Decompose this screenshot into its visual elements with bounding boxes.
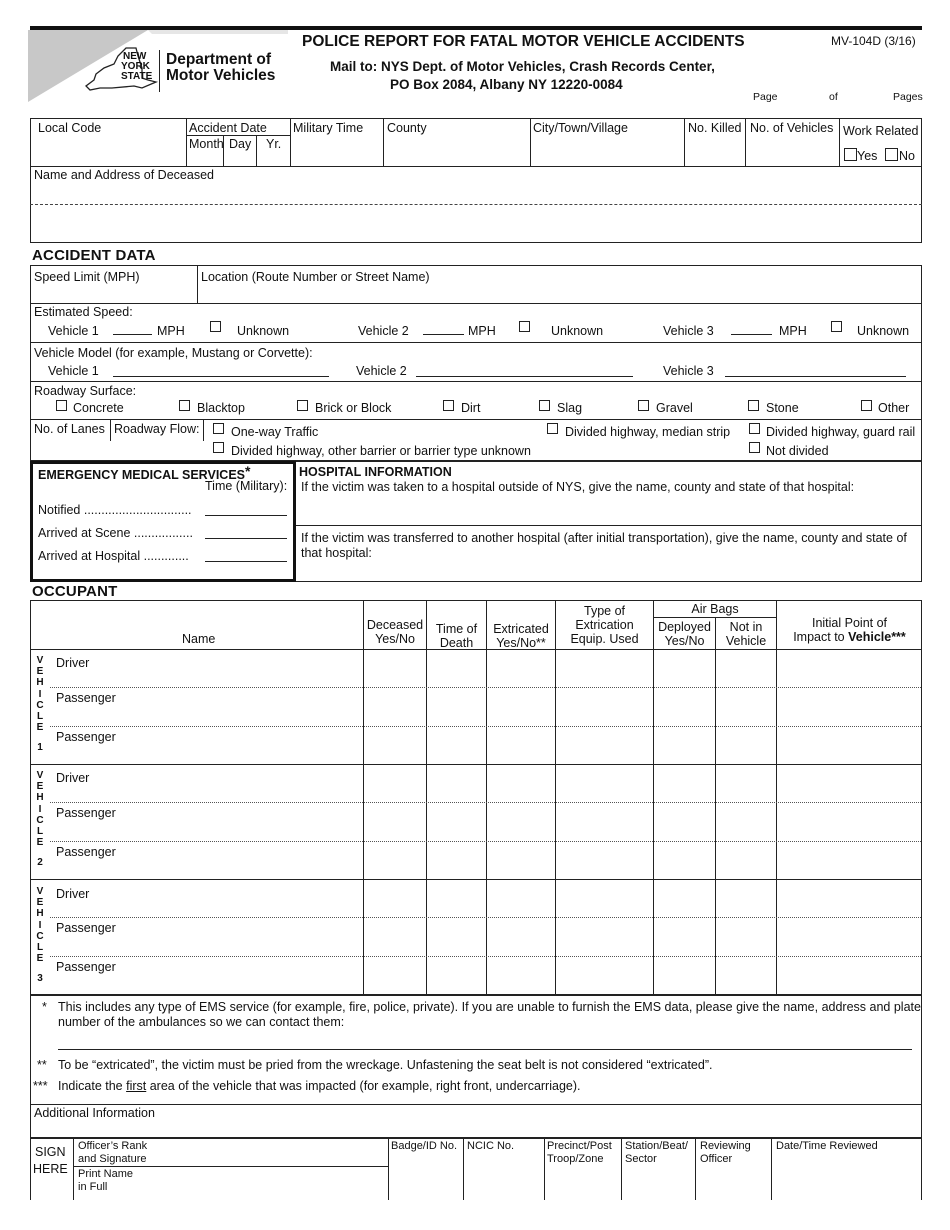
roadway-flow-label: Roadway Flow: — [114, 422, 200, 436]
print-name-label-2: in Full — [78, 1181, 108, 1193]
work-related-yes-label: Yes — [857, 149, 878, 163]
vehicle-letter: C — [36, 699, 44, 711]
divider — [30, 166, 922, 167]
divider — [30, 419, 922, 420]
v3-passenger-2-label: Passenger — [56, 960, 116, 974]
accident-date-label: Accident Date — [189, 121, 267, 135]
note-3-pre: Indicate the — [58, 1079, 127, 1093]
note-3-first: first — [126, 1079, 147, 1093]
est-vehicle-3-mph-label: MPH — [779, 324, 807, 338]
divider — [30, 764, 922, 765]
officer-rank-label-2: and Signature — [78, 1153, 147, 1165]
flow-median-checkbox[interactable] — [547, 423, 558, 434]
model-vehicle-2-input[interactable] — [416, 376, 633, 377]
location-label: Location (Route Number or Street Name) — [201, 270, 430, 284]
col-airbags-header: Air Bags — [691, 602, 739, 616]
table-row[interactable] — [120, 804, 920, 840]
col-extricated-line-2: Yes/No** — [496, 636, 546, 650]
v1-passenger-1-label: Passenger — [56, 691, 116, 705]
no-lanes-field[interactable] — [31, 437, 109, 441]
col-type-line-1: Type of — [584, 604, 625, 618]
divider — [30, 879, 922, 880]
flow-oneway-checkbox[interactable] — [213, 423, 224, 434]
work-related-yes-checkbox[interactable] — [844, 148, 857, 161]
table-row[interactable] — [120, 843, 920, 878]
flow-median-label: Divided highway, median strip — [565, 425, 731, 439]
divider — [30, 1138, 922, 1139]
surface-slag-label: Slag — [557, 401, 583, 415]
dashed-divider — [30, 204, 922, 205]
col-impact-line-2 — [777, 630, 922, 644]
surface-other-label: Other — [878, 401, 910, 415]
col-time-line-2: Death — [439, 636, 474, 650]
flow-not-divided-checkbox[interactable] — [749, 442, 760, 453]
col-name-header: Name — [182, 632, 216, 646]
reviewing-officer-label-2: Officer — [700, 1153, 733, 1165]
vehicle-letter: E — [36, 953, 44, 965]
table-row[interactable] — [120, 919, 920, 955]
vehicle-letter: C — [36, 814, 44, 826]
ems-star: * — [245, 463, 251, 479]
flow-guardrail-label: Divided highway, guard rail — [766, 425, 916, 439]
deceased-label: Name and Address of Deceased — [34, 168, 214, 182]
vehicle-letter: E — [36, 837, 44, 849]
divider — [621, 1138, 622, 1200]
dept-name-line-2: Motor Vehicles — [166, 67, 276, 84]
est-vehicle-1-speed-input[interactable] — [113, 334, 152, 335]
col-deployed-line-1: Deployed — [658, 620, 711, 634]
state-logo-line-3: STATE — [121, 71, 153, 82]
flow-guardrail-checkbox[interactable] — [749, 423, 760, 434]
work-related-no-checkbox[interactable] — [885, 148, 898, 161]
flow-oneway-label: One-way Traffic — [231, 425, 319, 439]
col-type-header — [556, 604, 653, 646]
note-3-post: area of the vehicle that was impacted (for example, right front, undercarriage). — [146, 1079, 581, 1093]
vehicle-2-vertical-label — [33, 770, 47, 869]
col-deployed-header — [654, 620, 715, 648]
estimated-speed-label: Estimated Speed: — [34, 305, 133, 319]
divider — [50, 802, 921, 803]
col-deceased-line-2: Yes/No — [375, 632, 415, 646]
divider — [73, 1138, 74, 1200]
col-time-line-1: Time of — [435, 622, 478, 636]
table-row[interactable] — [120, 651, 920, 686]
divider — [839, 118, 840, 166]
ems-notified-input[interactable] — [205, 515, 287, 516]
hospital-title: HOSPITAL INFORMATION — [299, 465, 452, 479]
vehicle-letter: E — [36, 666, 44, 678]
hospital-question-1: If the victim was taken to a hospital outside of NYS, give the name, county and state of that hospital: — [301, 480, 855, 494]
hospital-answer-2-field[interactable] — [298, 562, 920, 580]
surface-dirt-checkbox[interactable] — [443, 400, 454, 411]
hospital-question-2b: that hospital: — [301, 546, 372, 560]
vehicle-letter: I — [38, 688, 42, 700]
divider — [30, 381, 922, 382]
no-killed-label: No. Killed — [688, 121, 742, 135]
col-notin-header — [716, 620, 776, 648]
no-vehicles-field[interactable] — [746, 136, 838, 165]
vehicle-letter: L — [36, 942, 44, 954]
vehicle-number: 1 — [37, 742, 43, 754]
col-deceased-header — [364, 618, 426, 646]
model-vehicle-2-label: Vehicle 2 — [356, 364, 407, 378]
additional-info-field[interactable] — [32, 1121, 920, 1137]
vehicle-number: 2 — [37, 857, 43, 869]
divider — [110, 419, 111, 441]
col-impact-text: Impact to — [793, 630, 845, 644]
military-time-label: Military Time — [293, 121, 364, 135]
deceased-name-field[interactable] — [31, 184, 921, 203]
precinct-field[interactable] — [546, 1168, 620, 1198]
model-vehicle-1-input[interactable] — [113, 376, 329, 377]
divider — [50, 956, 921, 957]
print-name-field[interactable] — [150, 1168, 386, 1198]
model-vehicle-1-label: Vehicle 1 — [48, 364, 99, 378]
accident-data-heading: ACCIDENT DATA — [32, 247, 156, 264]
flow-other-barrier-label: Divided highway, other barrier or barrier type unknown — [231, 444, 531, 458]
est-vehicle-3-label: Vehicle 3 — [663, 324, 714, 338]
station-label-1: Station/Beat/ — [625, 1140, 688, 1152]
sign-label: SIGN — [35, 1145, 66, 1159]
vehicle-letter: V — [36, 886, 44, 897]
v2-driver-label: Driver — [56, 771, 90, 785]
surface-other-checkbox[interactable] — [861, 400, 872, 411]
county-field[interactable] — [384, 136, 529, 165]
table-row[interactable] — [120, 881, 920, 916]
vehicle-letter: H — [36, 792, 44, 804]
deceased-address-field[interactable] — [31, 206, 921, 242]
vehicle-letter: C — [36, 930, 44, 942]
dept-name-line-1: Department of — [166, 51, 272, 68]
surface-slag-checkbox[interactable] — [539, 400, 550, 411]
flow-not-divided-label: Not divided — [766, 444, 829, 458]
speed-limit-field[interactable] — [31, 285, 196, 302]
est-vehicle-2-label: Vehicle 2 — [358, 324, 409, 338]
est-vehicle-3-unknown-label: Unknown — [857, 324, 910, 338]
ems-title-text: EMERGENCY MEDICAL SERVICES — [38, 468, 245, 482]
ems-time-label: Time (Military): — [205, 479, 288, 493]
work-related-no-label: No — [899, 149, 915, 163]
date-time-reviewed-field[interactable] — [773, 1156, 920, 1198]
vehicle-3-vertical-label — [33, 886, 47, 985]
ems-arrived-hospital-input[interactable] — [205, 561, 287, 562]
surface-blacktop-label: Blacktop — [197, 401, 245, 415]
county-label: County — [387, 121, 427, 135]
est-vehicle-1-unknown-checkbox[interactable] — [210, 321, 221, 332]
precinct-label-1: Precinct/Post — [547, 1140, 612, 1152]
state-logo-line-2: YORK — [121, 61, 150, 72]
note-1-line-1: This includes any type of EMS service (for example, fire, police, private). If you are unable to furnish the EMS data, please give the name, address and plate — [58, 1000, 921, 1014]
hospital-answer-1-field[interactable] — [298, 496, 920, 524]
military-time-field[interactable] — [291, 136, 382, 165]
est-vehicle-1-label: Vehicle 1 — [48, 324, 99, 338]
est-vehicle-2-mph-label: MPH — [468, 324, 496, 338]
divider — [50, 917, 921, 918]
badge-label: Badge/ID No. — [391, 1140, 458, 1152]
col-impact-vehicle: Vehicle*** — [848, 630, 906, 644]
divider — [256, 135, 257, 166]
col-type-line-2: Extrication — [575, 618, 634, 632]
occupant-heading: OCCUPANT — [32, 583, 118, 600]
divider — [186, 118, 187, 166]
additional-info-label: Additional Information — [34, 1106, 155, 1120]
col-impact-line-1: Initial Point of — [811, 616, 888, 630]
no-lanes-label: No. of Lanes — [34, 422, 105, 436]
divider — [30, 1138, 31, 1200]
surface-gravel-checkbox[interactable] — [638, 400, 649, 411]
ncic-field[interactable] — [465, 1156, 543, 1198]
surface-brick-label: Brick or Block — [315, 401, 392, 415]
station-label-2: Sector — [625, 1153, 657, 1165]
est-vehicle-2-unknown-label: Unknown — [551, 324, 604, 338]
note-1-line-2: number of the ambulances so we can contact them: — [58, 1015, 345, 1029]
divider — [73, 1166, 388, 1167]
month-label: Month — [189, 137, 224, 151]
model-vehicle-3-label: Vehicle 3 — [663, 364, 714, 378]
state-logo-line-1: NEW — [123, 51, 147, 62]
page-title: POLICE REPORT FOR FATAL MOTOR VEHICLE ACCIDENTS — [302, 33, 745, 50]
col-notin-line-1: Not in — [729, 620, 763, 634]
station-field[interactable] — [623, 1168, 694, 1198]
year-label: Yr. — [266, 137, 282, 151]
location-field[interactable] — [198, 285, 921, 302]
hospital-question-2a: If the victim was transferred to another hospital (after initial transportation), give the name, county and state of — [301, 531, 907, 545]
divider — [921, 1138, 922, 1200]
vehicle-number: 3 — [37, 973, 43, 985]
reviewing-officer-label-1: Reviewing — [700, 1140, 751, 1152]
divider — [296, 525, 922, 526]
local-code-field[interactable] — [31, 136, 185, 165]
divider — [463, 1138, 464, 1200]
print-name-label-1: Print Name — [78, 1168, 134, 1180]
col-deceased-line-1: Deceased — [366, 618, 424, 632]
est-vehicle-2-unknown-checkbox[interactable] — [519, 321, 530, 332]
divider — [30, 303, 922, 304]
vehicle-letter: V — [36, 655, 44, 666]
day-label: Day — [229, 137, 252, 151]
col-extricated-header — [487, 622, 555, 650]
est-vehicle-2-speed-input[interactable] — [423, 334, 464, 335]
mail-line-2: PO Box 2084, Albany NY 12220-0084 — [390, 77, 623, 92]
officer-rank-label-1: Officer’s Rank — [78, 1140, 148, 1152]
col-type-line-3: Equip. Used — [570, 632, 639, 646]
vehicle-model-label: Vehicle Model (for example, Mustang or Corvette): — [34, 346, 313, 360]
note-2-star: ** — [37, 1058, 47, 1072]
badge-field[interactable] — [390, 1156, 462, 1198]
note-3-star: *** — [33, 1079, 48, 1093]
pages-label: Pages — [893, 91, 923, 103]
divider — [30, 342, 922, 343]
surface-blacktop-checkbox[interactable] — [179, 400, 190, 411]
v3-driver-label: Driver — [56, 887, 90, 901]
est-vehicle-1-unknown-label: Unknown — [237, 324, 290, 338]
flow-other-barrier-checkbox[interactable] — [213, 442, 224, 453]
local-code-label: Local Code — [38, 121, 102, 135]
vehicle-letter: L — [36, 711, 44, 723]
vehicle-1-vertical-label — [33, 655, 47, 754]
surface-concrete-checkbox[interactable] — [56, 400, 67, 411]
ems-arrived-hospital-label: Arrived at Hospital ............. — [38, 549, 189, 563]
date-time-reviewed-label: Date/Time Reviewed — [776, 1140, 878, 1152]
vehicle-letter: E — [36, 781, 44, 793]
table-row[interactable] — [120, 766, 920, 801]
vehicle-letter: I — [38, 919, 42, 931]
vehicle-letter: H — [36, 908, 44, 920]
precinct-label-2: Troop/Zone — [547, 1153, 604, 1165]
col-notin-line-2: Vehicle — [725, 634, 767, 648]
v1-driver-label: Driver — [56, 656, 90, 670]
table-row[interactable] — [120, 728, 920, 763]
divider — [50, 687, 921, 688]
roadway-surface-label: Roadway Surface: — [34, 384, 137, 398]
v2-passenger-2-label: Passenger — [56, 845, 116, 859]
vehicle-letter: L — [36, 826, 44, 838]
officer-signature-field[interactable] — [160, 1140, 386, 1165]
mail-line-1: Mail to: NYS Dept. of Motor Vehicles, Crash Records Center, — [330, 59, 715, 74]
col-extricated-line-1: Extricated — [493, 622, 549, 636]
est-vehicle-3-unknown-checkbox[interactable] — [831, 321, 842, 332]
vehicle-letter: E — [36, 897, 44, 909]
vehicle-letter: H — [36, 677, 44, 689]
table-row[interactable] — [120, 958, 920, 994]
divider — [695, 1138, 696, 1200]
est-vehicle-1-mph-label: MPH — [157, 324, 185, 338]
work-related-label: Work Related — [843, 124, 919, 138]
v1-passenger-2-label: Passenger — [56, 730, 116, 744]
surface-stone-label: Stone — [766, 401, 799, 415]
v2-passenger-1-label: Passenger — [56, 806, 116, 820]
page-label: Page — [753, 91, 778, 103]
v3-passenger-1-label: Passenger — [56, 921, 116, 935]
divider — [388, 1138, 389, 1200]
here-label: HERE — [33, 1162, 68, 1176]
surface-concrete-label: Concrete — [73, 401, 124, 415]
ems-arrived-scene-input[interactable] — [205, 538, 287, 539]
note-3-text — [58, 1079, 581, 1093]
vehicle-letter: I — [38, 803, 42, 815]
col-deployed-line-2: Yes/No — [664, 634, 705, 648]
table-row[interactable] — [120, 689, 920, 725]
divider — [203, 419, 204, 441]
city-field[interactable] — [531, 136, 683, 165]
no-vehicles-label: No. of Vehicles — [750, 121, 834, 135]
divider — [771, 1138, 772, 1200]
form-number: MV-104D (3/16) — [831, 34, 916, 48]
no-killed-field[interactable] — [685, 136, 744, 165]
surface-gravel-label: Gravel — [656, 401, 693, 415]
ambulance-info-input[interactable] — [58, 1049, 912, 1050]
ncic-label: NCIC No. — [467, 1140, 515, 1152]
col-time-header — [427, 622, 486, 650]
divider — [50, 726, 921, 727]
vehicle-letter: V — [36, 770, 44, 781]
ems-notified-label: Notified ............................... — [38, 503, 192, 517]
divider — [544, 1138, 545, 1200]
city-label: City/Town/Village — [533, 121, 628, 135]
model-vehicle-3-input[interactable] — [725, 376, 906, 377]
divider — [50, 841, 921, 842]
col-impact-header — [777, 616, 922, 644]
surface-dirt-label: Dirt — [461, 401, 481, 415]
reviewing-officer-field[interactable] — [697, 1168, 770, 1198]
speed-limit-label: Speed Limit (MPH) — [34, 270, 140, 284]
surface-brick-checkbox[interactable] — [297, 400, 308, 411]
of-label: of — [829, 91, 838, 103]
ems-arrived-scene-label: Arrived at Scene ................. — [38, 526, 193, 540]
vehicle-letter: E — [36, 722, 44, 734]
logo-divider — [159, 50, 160, 92]
divider — [186, 135, 290, 136]
est-vehicle-3-speed-input[interactable] — [731, 334, 772, 335]
note-2-text: To be “extricated”, the victim must be pried from the wreckage. Unfastening the seat belt is not considered “extricated”. — [58, 1058, 713, 1072]
surface-stone-checkbox[interactable] — [748, 400, 759, 411]
note-1-star: * — [42, 1000, 47, 1014]
